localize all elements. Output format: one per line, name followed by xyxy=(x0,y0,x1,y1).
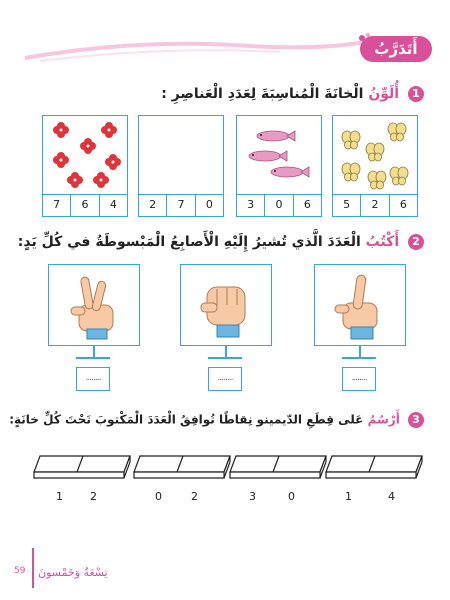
connector-line xyxy=(225,345,227,357)
count-card-fish xyxy=(236,115,322,217)
exercise-1-verb: أُلَوِّنُ xyxy=(368,86,400,102)
exercise-2-number: 2 xyxy=(408,234,424,250)
count-card-butterflies xyxy=(332,115,418,217)
exercise-2-verb: أَكْتُبُ xyxy=(365,234,400,250)
exercise-1-instruction xyxy=(161,86,424,102)
card-picture xyxy=(237,116,321,195)
option-cell[interactable]: 0 xyxy=(264,194,292,216)
exercise-2-text: الْعَدَدَ الَّذي تُشيرُ إِلَيْهِ الْأَصابِعُ الْمَبْسوطَةُ في كُلِّ يَدٍ: xyxy=(17,234,361,250)
option-cell[interactable]: 6 xyxy=(389,194,417,216)
exercise-3-verb: أَرْسُمُ xyxy=(367,412,400,427)
connector-line xyxy=(359,345,361,357)
domino-number: 0 xyxy=(155,490,162,503)
option-cell[interactable]: 5 xyxy=(343,198,351,211)
connector-line xyxy=(93,345,95,357)
lesson-title: أَتَدَرَّبُ xyxy=(360,36,432,62)
connector-line xyxy=(342,357,376,359)
answer-box[interactable]: ........ xyxy=(208,367,242,391)
card-picture xyxy=(43,116,127,195)
card-picture xyxy=(139,116,223,195)
exercise-2-instruction xyxy=(18,234,424,250)
answer-box[interactable]: ........ xyxy=(342,367,376,391)
domino-tile[interactable] xyxy=(134,456,230,478)
option-cell[interactable]: 3 xyxy=(247,198,255,211)
domino-number: 2 xyxy=(191,490,198,503)
domino-row xyxy=(30,446,430,486)
domino-number: 1 xyxy=(56,490,63,503)
footer-divider xyxy=(32,548,34,588)
domino-tile[interactable] xyxy=(326,456,422,478)
hand-box-one-finger xyxy=(314,264,406,346)
domino-number: 3 xyxy=(249,490,256,503)
option-cell[interactable]: 6 xyxy=(70,194,98,216)
domino-number: 2 xyxy=(90,490,97,503)
count-card-empty xyxy=(138,115,224,217)
flower-icon xyxy=(43,116,127,194)
option-cell[interactable]: 6 xyxy=(293,194,321,216)
exercise-1-number: 1 xyxy=(408,86,424,102)
exercise-3-text: عَلى قِطَعِ الدّيمينو نِقاطًا تُوافِقُ الْعَدَدَ الْمَكْتوبَ تَحْتَ كُلِّ خانَةٍ: xyxy=(9,412,364,427)
fish-icon xyxy=(237,116,321,194)
connector-line xyxy=(208,357,242,359)
option-cell[interactable]: 0 xyxy=(195,194,223,216)
header-swoosh xyxy=(20,28,370,68)
option-cell[interactable]: 7 xyxy=(53,198,61,211)
hand-one-finger-icon xyxy=(315,265,405,345)
hand-box-fist xyxy=(180,264,272,346)
domino-number: 0 xyxy=(288,490,295,503)
page-number: 59 xyxy=(14,566,26,576)
connector-line xyxy=(76,357,110,359)
hand-box-two-fingers xyxy=(48,264,140,346)
exercise-3-instruction xyxy=(9,412,424,428)
domino-number: 1 xyxy=(345,490,352,503)
butterfly-icon xyxy=(333,116,417,194)
option-cell[interactable]: 7 xyxy=(166,194,194,216)
exercise-1-text: الْخانَةَ الْمُناسِبَةَ لِعَدَدِ الْعَناصِرِ : xyxy=(161,86,364,102)
domino-tile[interactable] xyxy=(230,456,326,478)
domino-tile[interactable] xyxy=(34,456,130,478)
answer-box[interactable]: ........ xyxy=(76,367,110,391)
exercise-3-number: 3 xyxy=(408,412,424,428)
option-cell[interactable]: 2 xyxy=(149,198,157,211)
domino-number: 4 xyxy=(388,490,395,503)
hand-fist-icon xyxy=(181,265,271,345)
option-cell[interactable]: 2 xyxy=(360,194,388,216)
hand-two-fingers-icon xyxy=(49,265,139,345)
count-card-flowers xyxy=(42,115,128,217)
page-number-words: تِسْعَةٌ وَخَمْسونَ xyxy=(38,566,108,579)
card-picture xyxy=(333,116,417,195)
option-cell[interactable]: 4 xyxy=(99,194,127,216)
